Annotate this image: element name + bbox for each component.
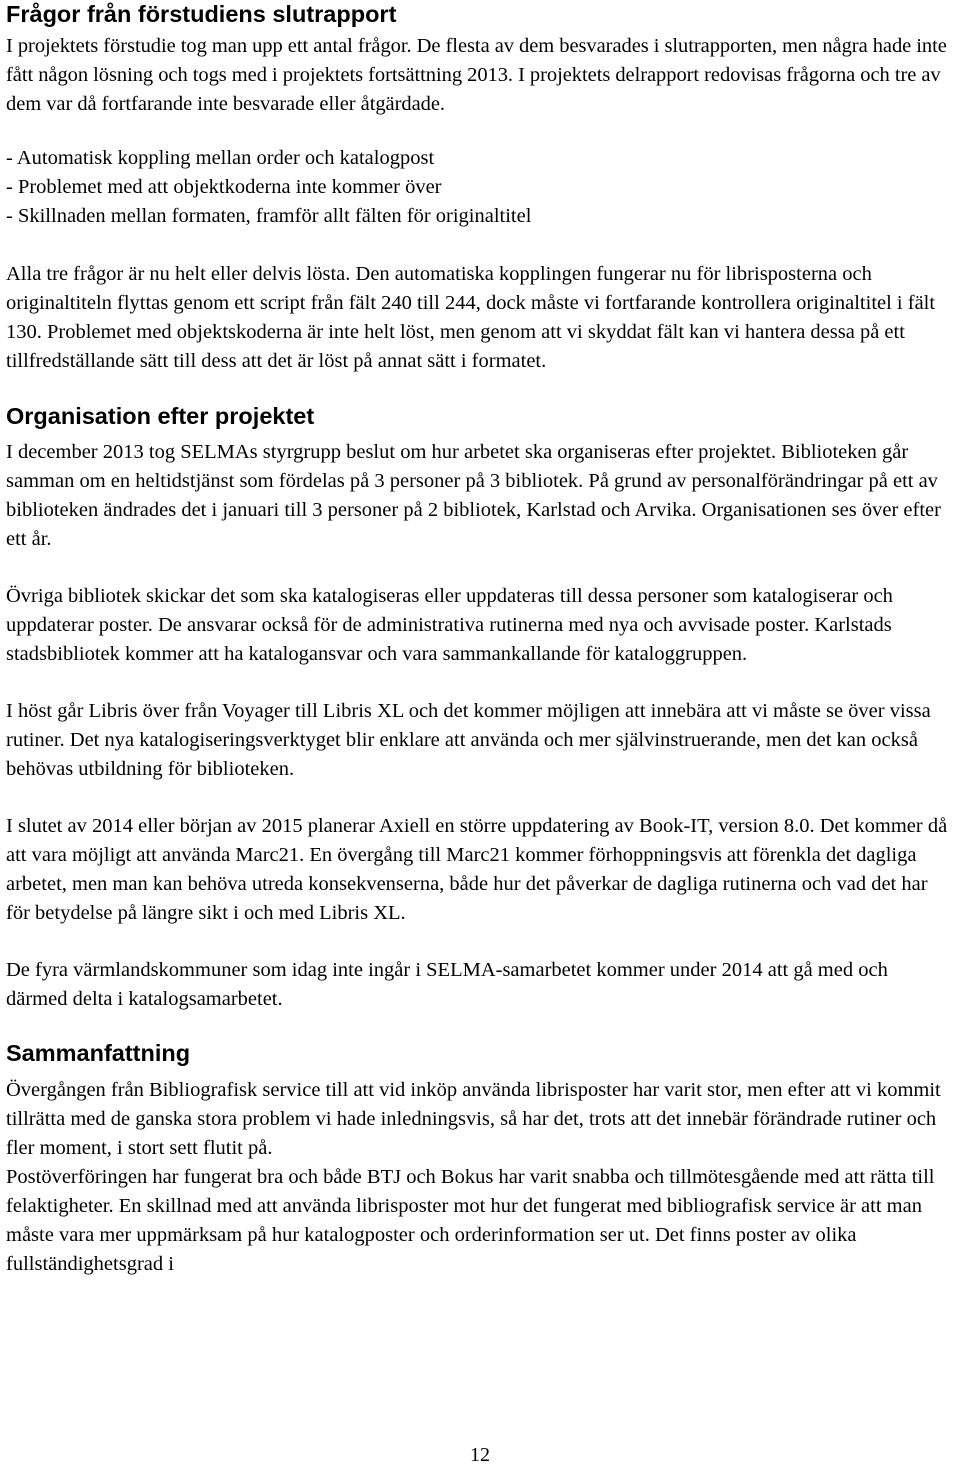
page-number: 12: [470, 1444, 490, 1466]
heading-organisation: Organisation efter projektet: [6, 403, 315, 429]
paragraph-organisation-3: I höst går Libris över från Voyager till Libris XL och det kommer möjligen att innebära att vi måste se över vissa rutiner. Det nya katalogiseringsverktyget blir enklare att använda och mer självinstruerande, men det kan också behövas utbildning för biblioteken.: [6, 700, 931, 780]
paragraph-organisation-2: Övriga bibliotek skickar det som ska katalogiseras eller uppdateras till dessa personer som katalogiserar och uppdaterar poster. De ansvarar också för de administrativa rutinerna med nya och avvisade poster. Karlstads stadsbibliotek kommer att ha katalogansvar och vara sammankallande för kataloggruppen.: [6, 585, 893, 665]
paragraph-organisation-1: I december 2013 tog SELMAs styrgrupp beslut om hur arbetet ska organiseras efter projektet. Biblioteken går samman om en heltidstjänst som fördelas på 3 personer på 3 bibliotek. På grund av personalförändringar på ett av biblioteken ändrades det i januari till 3 personer på 2 bibliotek, Karlstad och Arvika. Organisationen ses över efter ett år.: [6, 441, 941, 550]
paragraph-sammanfattning-2: Postöverföringen har fungerat bra och både BTJ och Bokus har varit snabba och tillmötesgående med att rätta till felaktigheter. En skillnad med att använda librisposter mot hur det fungerat med bibliografisk service är att man måste vara mer uppmärksam på hur katalogposter och orderinformation ser ut. Det finns poster av olika fullständighetsgrad i: [6, 1166, 935, 1275]
paragraph-fragor-status: Alla tre frågor är nu helt eller delvis lösta. Den automatiska kopplingen fungerar nu för librisposterna och originaltiteln flyttas genom ett script från fält 240 till 244, dock måste vi fortfarande kontrollera originaltitel i fält 130. Problemet med objektskoderna är inte helt löst, men genom att vi skyddat fält kan vi hantera dessa på ett tillfredställande sätt till dess att det är löst på annat sätt i formatet.: [6, 263, 936, 372]
paragraph-organisation-4: I slutet av 2014 eller början av 2015 planerar Axiell en större uppdatering av Book-IT, version 8.0. Det kommer då att vara möjligt att använda Marc21. En övergång till Marc21 kommer förhoppningsvis att förenkla det dagliga arbetet, men man kan behöva utreda konsekvenserna, både hur det påverkar de dagliga rutinerna och vad det har för betydelse på längre sikt i och med Libris XL.: [6, 815, 948, 924]
paragraph-sammanfattning-1: Övergången från Bibliografisk service till att vid inköp använda librisposter har varit stor, men efter att vi kommit tillrätta med de ganska stora problem vi hade inledningsvis, så har det, trots att det innebär förändrade rutiner och fler moment, i stort sett flutit på.: [6, 1079, 941, 1159]
paragraph-fragor-intro: I projektets förstudie tog man upp ett antal frågor. De flesta av dem besvarades i slutrapporten, men några hade inte fått någon lösning och togs med i projektets fortsättning 2013. I projektets delrapport redovisas frågorna och tre av dem var då fortfarande inte besvarade eller åtgärdade.: [6, 35, 947, 115]
heading-fragor: Frågor från förstudiens slutrapport: [6, 1, 397, 27]
document-page: [6, 0, 954, 1279]
list-item: - Problemet med att objektkoderna inte kommer över: [6, 176, 442, 198]
list-item: - Skillnaden mellan formaten, framför allt fälten för originaltitel: [6, 205, 532, 227]
heading-sammanfattning: Sammanfattning: [6, 1040, 191, 1066]
list-item: - Automatisk koppling mellan order och katalogpost: [6, 147, 435, 169]
open-questions-list: [6, 144, 954, 231]
paragraph-organisation-5: De fyra värmlandskommuner som idag inte ingår i SELMA-samarbetet kommer under 2014 att gå med och därmed delta i katalogsamarbetet.: [6, 959, 888, 1010]
